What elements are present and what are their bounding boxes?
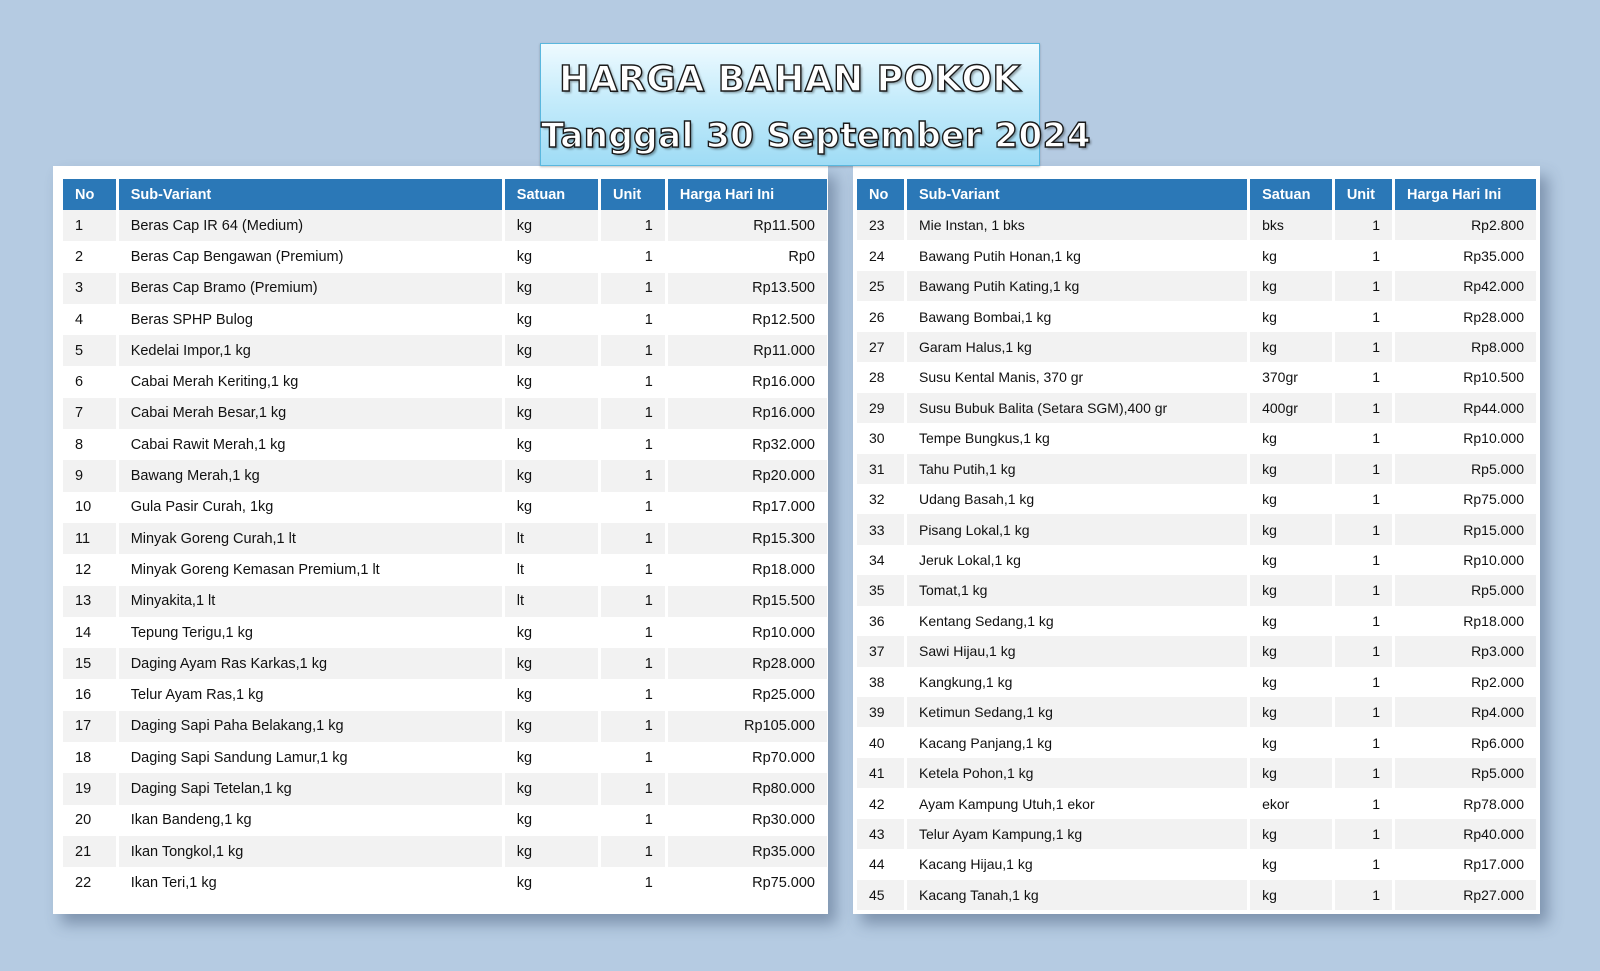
cell-harga: Rp75.000 (668, 867, 827, 898)
cell-harga: Rp12.500 (668, 304, 827, 335)
cell-sub-variant: Cabai Rawit Merah,1 kg (119, 429, 502, 460)
cell-no: 24 (857, 240, 904, 270)
cell-harga: Rp17.000 (1395, 849, 1536, 879)
table-row[interactable] (857, 880, 1536, 910)
cell-unit: 1 (601, 429, 665, 460)
cell-satuan: kg (1250, 545, 1332, 575)
cell-harga: Rp32.000 (668, 429, 827, 460)
cell-unit: 1 (1335, 636, 1392, 666)
cell-satuan: 400gr (1250, 393, 1332, 423)
cell-satuan: kg (505, 273, 598, 304)
cell-satuan: kg (505, 648, 598, 679)
cell-unit: 1 (601, 523, 665, 554)
cell-sub-variant: Ketimun Sedang,1 kg (907, 697, 1247, 727)
cell-sub-variant: Kacang Hijau,1 kg (907, 849, 1247, 879)
cell-unit: 1 (601, 805, 665, 836)
cell-sub-variant: Ikan Tongkol,1 kg (119, 836, 502, 867)
cell-no: 32 (857, 484, 904, 514)
table-row[interactable] (857, 514, 1536, 544)
col-header-no[interactable]: No (63, 179, 116, 210)
cell-harga: Rp8.000 (1395, 332, 1536, 362)
cell-sub-variant: Beras Cap IR 64 (Medium) (119, 210, 502, 241)
cell-unit: 1 (601, 335, 665, 366)
cell-no: 9 (63, 460, 116, 491)
cell-no: 43 (857, 819, 904, 849)
cell-satuan: kg (1250, 880, 1332, 910)
cell-sub-variant: Kedelai Impor,1 kg (119, 335, 502, 366)
cell-harga: Rp78.000 (1395, 788, 1536, 818)
table-row[interactable] (63, 648, 827, 679)
cell-harga: Rp70.000 (668, 742, 827, 773)
cell-satuan: kg (505, 241, 598, 272)
cell-sub-variant: Beras SPHP Bulog (119, 304, 502, 335)
cell-no: 28 (857, 362, 904, 392)
cell-unit: 1 (1335, 362, 1392, 392)
cell-unit: 1 (1335, 606, 1392, 636)
cell-unit: 1 (601, 554, 665, 585)
cell-harga: Rp27.000 (1395, 880, 1536, 910)
table-row[interactable] (857, 301, 1536, 331)
cell-satuan: 370gr (1250, 362, 1332, 392)
cell-satuan: bks (1250, 210, 1332, 240)
cell-satuan: kg (1250, 484, 1332, 514)
cell-unit: 1 (601, 398, 665, 429)
cell-sub-variant: Tempe Bungkus,1 kg (907, 423, 1247, 453)
cell-unit: 1 (601, 273, 665, 304)
cell-no: 35 (857, 575, 904, 605)
cell-harga: Rp4.000 (1395, 697, 1536, 727)
cell-unit: 1 (601, 867, 665, 898)
table-row[interactable] (857, 819, 1536, 849)
cell-no: 20 (63, 805, 116, 836)
cell-unit: 1 (1335, 819, 1392, 849)
cell-no: 40 (857, 727, 904, 757)
cell-sub-variant: Pisang Lokal,1 kg (907, 514, 1247, 544)
col-header-harga[interactable]: Harga Hari Ini (668, 179, 827, 210)
table-row[interactable] (63, 523, 827, 554)
cell-unit: 1 (601, 304, 665, 335)
cell-harga: Rp25.000 (668, 679, 827, 710)
cell-no: 7 (63, 398, 116, 429)
cell-unit: 1 (601, 836, 665, 867)
cell-sub-variant: Daging Sapi Tetelan,1 kg (119, 773, 502, 804)
cell-satuan: kg (1250, 849, 1332, 879)
table-row[interactable] (857, 423, 1536, 453)
cell-no: 44 (857, 849, 904, 879)
col-header-unit[interactable]: Unit (601, 179, 665, 210)
cell-sub-variant: Telur Ayam Ras,1 kg (119, 679, 502, 710)
cell-sub-variant: Ayam Kampung Utuh,1 ekor (907, 788, 1247, 818)
cell-satuan: kg (505, 492, 598, 523)
cell-no: 2 (63, 241, 116, 272)
cell-satuan: kg (1250, 697, 1332, 727)
table-row[interactable] (857, 454, 1536, 484)
cell-unit: 1 (601, 617, 665, 648)
cell-sub-variant: Minyakita,1 lt (119, 586, 502, 617)
table-row[interactable] (63, 366, 827, 397)
cell-no: 33 (857, 514, 904, 544)
table-row[interactable] (63, 273, 827, 304)
cell-sub-variant: Bawang Merah,1 kg (119, 460, 502, 491)
cell-harga: Rp75.000 (1395, 484, 1536, 514)
cell-satuan: kg (1250, 819, 1332, 849)
table-row[interactable] (63, 210, 827, 241)
cell-no: 30 (857, 423, 904, 453)
cell-no: 8 (63, 429, 116, 460)
cell-unit: 1 (1335, 484, 1392, 514)
table-row[interactable] (857, 271, 1536, 301)
cell-unit: 1 (1335, 697, 1392, 727)
cell-sub-variant: Minyak Goreng Curah,1 lt (119, 523, 502, 554)
cell-satuan: kg (505, 711, 598, 742)
cell-no: 34 (857, 545, 904, 575)
cell-harga: Rp5.000 (1395, 758, 1536, 788)
table-row[interactable] (857, 758, 1536, 788)
cell-no: 42 (857, 788, 904, 818)
cell-satuan: kg (1250, 758, 1332, 788)
table-row[interactable] (63, 836, 827, 867)
cell-unit: 1 (601, 366, 665, 397)
cell-sub-variant: Tepung Terigu,1 kg (119, 617, 502, 648)
cell-satuan: kg (1250, 636, 1332, 666)
cell-sub-variant: Kacang Tanah,1 kg (907, 880, 1247, 910)
cell-no: 38 (857, 667, 904, 697)
cell-harga: Rp11.500 (668, 210, 827, 241)
cell-sub-variant: Ikan Teri,1 kg (119, 867, 502, 898)
cell-sub-variant: Garam Halus,1 kg (907, 332, 1247, 362)
cell-satuan: kg (505, 679, 598, 710)
table-row[interactable] (63, 429, 827, 460)
cell-harga: Rp15.500 (668, 586, 827, 617)
col-header-satuan[interactable]: Satuan (505, 179, 598, 210)
cell-no: 6 (63, 366, 116, 397)
table-row[interactable] (857, 484, 1536, 514)
table-row[interactable] (63, 773, 827, 804)
cell-unit: 1 (601, 210, 665, 241)
cell-sub-variant: Kacang Panjang,1 kg (907, 727, 1247, 757)
cell-harga: Rp17.000 (668, 492, 827, 523)
cell-no: 21 (63, 836, 116, 867)
cell-no: 31 (857, 454, 904, 484)
col-header-no[interactable]: No (857, 179, 904, 210)
cell-unit: 1 (601, 679, 665, 710)
cell-unit: 1 (1335, 210, 1392, 240)
cell-harga: Rp30.000 (668, 805, 827, 836)
cell-harga: Rp18.000 (668, 554, 827, 585)
title-banner (540, 43, 1091, 166)
cell-no: 22 (63, 867, 116, 898)
col-header-unit[interactable]: Unit (1335, 179, 1392, 210)
table-row[interactable] (63, 335, 827, 366)
cell-no: 11 (63, 523, 116, 554)
cell-sub-variant: Bawang Putih Kating,1 kg (907, 271, 1247, 301)
table-row[interactable] (63, 805, 827, 836)
cell-no: 4 (63, 304, 116, 335)
col-header-harga[interactable]: Harga Hari Ini (1395, 179, 1536, 210)
col-header-sub-variant[interactable]: Sub-Variant (119, 179, 502, 210)
cell-satuan: kg (1250, 454, 1332, 484)
table-body-left (63, 210, 827, 899)
cell-satuan: kg (1250, 271, 1332, 301)
cell-sub-variant: Tomat,1 kg (907, 575, 1247, 605)
cell-harga: Rp35.000 (668, 836, 827, 867)
table-row[interactable] (857, 636, 1536, 666)
cell-harga: Rp80.000 (668, 773, 827, 804)
cell-unit: 1 (1335, 454, 1392, 484)
cell-satuan: kg (1250, 240, 1332, 270)
table-row[interactable] (63, 742, 827, 773)
cell-unit: 1 (1335, 727, 1392, 757)
cell-unit: 1 (1335, 423, 1392, 453)
table-row[interactable] (63, 711, 827, 742)
cell-harga: Rp10.000 (1395, 423, 1536, 453)
table-row[interactable] (63, 398, 827, 429)
cell-sub-variant: Kangkung,1 kg (907, 667, 1247, 697)
cell-unit: 1 (1335, 301, 1392, 331)
cell-no: 26 (857, 301, 904, 331)
cell-sub-variant: Sawi Hijau,1 kg (907, 636, 1247, 666)
cell-satuan: kg (505, 335, 598, 366)
cell-satuan: kg (505, 742, 598, 773)
cell-sub-variant: Daging Ayam Ras Karkas,1 kg (119, 648, 502, 679)
table-body-right (857, 210, 1536, 910)
cell-no: 14 (63, 617, 116, 648)
cell-harga: Rp5.000 (1395, 454, 1536, 484)
cell-unit: 1 (1335, 545, 1392, 575)
cell-sub-variant: Minyak Goreng Kemasan Premium,1 lt (119, 554, 502, 585)
cell-sub-variant: Ikan Bandeng,1 kg (119, 805, 502, 836)
cell-harga: Rp105.000 (668, 711, 827, 742)
cell-satuan: kg (505, 304, 598, 335)
table-row[interactable] (857, 606, 1536, 636)
cell-unit: 1 (601, 241, 665, 272)
cell-satuan: kg (505, 210, 598, 241)
table-row[interactable] (857, 332, 1536, 362)
table-row[interactable] (63, 617, 827, 648)
cell-sub-variant: Daging Sapi Paha Belakang,1 kg (119, 711, 502, 742)
table-row[interactable] (63, 460, 827, 491)
cell-unit: 1 (601, 773, 665, 804)
cell-harga: Rp16.000 (668, 398, 827, 429)
table-row[interactable] (857, 697, 1536, 727)
cell-no: 19 (63, 773, 116, 804)
cell-sub-variant: Kentang Sedang,1 kg (907, 606, 1247, 636)
cell-sub-variant: Bawang Putih Honan,1 kg (907, 240, 1247, 270)
cell-unit: 1 (1335, 667, 1392, 697)
cell-unit: 1 (1335, 849, 1392, 879)
cell-no: 5 (63, 335, 116, 366)
cell-satuan: kg (1250, 332, 1332, 362)
cell-sub-variant: Susu Bubuk Balita (Setara SGM),400 gr (907, 393, 1247, 423)
cell-no: 18 (63, 742, 116, 773)
cell-harga: Rp2.000 (1395, 667, 1536, 697)
cell-sub-variant: Bawang Bombai,1 kg (907, 301, 1247, 331)
cell-harga: Rp16.000 (668, 366, 827, 397)
cell-harga: Rp11.000 (668, 335, 827, 366)
cell-satuan: kg (1250, 727, 1332, 757)
cell-harga: Rp0 (668, 241, 827, 272)
cell-unit: 1 (1335, 880, 1392, 910)
cell-sub-variant: Telur Ayam Kampung,1 kg (907, 819, 1247, 849)
cell-unit: 1 (1335, 393, 1392, 423)
cell-satuan: kg (505, 773, 598, 804)
cell-harga: Rp5.000 (1395, 575, 1536, 605)
cell-no: 10 (63, 492, 116, 523)
cell-no: 3 (63, 273, 116, 304)
cell-unit: 1 (1335, 240, 1392, 270)
table-row[interactable] (63, 586, 827, 617)
cell-satuan: kg (1250, 575, 1332, 605)
cell-satuan: kg (505, 398, 598, 429)
cell-no: 23 (857, 210, 904, 240)
cell-sub-variant: Beras Cap Bengawan (Premium) (119, 241, 502, 272)
cell-satuan: kg (505, 429, 598, 460)
price-table-left-panel (53, 166, 828, 914)
cell-unit: 1 (1335, 332, 1392, 362)
cell-harga: Rp18.000 (1395, 606, 1536, 636)
cell-satuan: kg (505, 617, 598, 648)
cell-unit: 1 (601, 586, 665, 617)
cell-no: 13 (63, 586, 116, 617)
cell-no: 25 (857, 271, 904, 301)
cell-unit: 1 (1335, 575, 1392, 605)
cell-no: 45 (857, 880, 904, 910)
cell-harga: Rp2.800 (1395, 210, 1536, 240)
table-header-row (63, 179, 827, 210)
cell-sub-variant: Jeruk Lokal,1 kg (907, 545, 1247, 575)
cell-satuan: kg (1250, 423, 1332, 453)
table-row[interactable] (63, 867, 827, 898)
cell-no: 27 (857, 332, 904, 362)
cell-sub-variant: Udang Basah,1 kg (907, 484, 1247, 514)
cell-satuan: kg (505, 836, 598, 867)
cell-unit: 1 (601, 711, 665, 742)
price-table-right-panel (853, 166, 1540, 914)
table-row[interactable] (857, 788, 1536, 818)
cell-harga: Rp10.000 (668, 617, 827, 648)
cell-harga: Rp44.000 (1395, 393, 1536, 423)
table-header-row (857, 179, 1536, 210)
cell-satuan: ekor (1250, 788, 1332, 818)
cell-satuan: kg (1250, 514, 1332, 544)
table-row[interactable] (63, 492, 827, 523)
cell-harga: Rp35.000 (1395, 240, 1536, 270)
cell-unit: 1 (601, 742, 665, 773)
table-row[interactable] (857, 849, 1536, 879)
cell-harga: Rp28.000 (668, 648, 827, 679)
cell-sub-variant: Daging Sapi Sandung Lamur,1 kg (119, 742, 502, 773)
cell-harga: Rp3.000 (1395, 636, 1536, 666)
cell-harga: Rp6.000 (1395, 727, 1536, 757)
table-row[interactable] (63, 241, 827, 272)
table-row[interactable] (857, 240, 1536, 270)
page-title: HARGA BAHAN POKOK (559, 59, 1021, 100)
cell-no: 37 (857, 636, 904, 666)
cell-satuan: kg (505, 805, 598, 836)
cell-unit: 1 (601, 492, 665, 523)
table-row[interactable] (63, 554, 827, 585)
price-table-left (60, 179, 830, 899)
table-row[interactable] (857, 545, 1536, 575)
cell-satuan: kg (1250, 667, 1332, 697)
cell-sub-variant: Cabai Merah Keriting,1 kg (119, 366, 502, 397)
cell-no: 36 (857, 606, 904, 636)
cell-unit: 1 (1335, 514, 1392, 544)
cell-harga: Rp15.300 (668, 523, 827, 554)
cell-satuan: lt (505, 586, 598, 617)
cell-harga: Rp15.000 (1395, 514, 1536, 544)
cell-sub-variant: Mie Instan, 1 bks (907, 210, 1247, 240)
cell-unit: 1 (1335, 271, 1392, 301)
cell-sub-variant: Susu Kental Manis, 370 gr (907, 362, 1247, 392)
cell-no: 41 (857, 758, 904, 788)
cell-satuan: kg (505, 867, 598, 898)
cell-no: 16 (63, 679, 116, 710)
cell-no: 17 (63, 711, 116, 742)
cell-sub-variant: Tahu Putih,1 kg (907, 454, 1247, 484)
cell-no: 15 (63, 648, 116, 679)
cell-no: 29 (857, 393, 904, 423)
table-row[interactable] (857, 727, 1536, 757)
cell-sub-variant: Ketela Pohon,1 kg (907, 758, 1247, 788)
cell-sub-variant: Beras Cap Bramo (Premium) (119, 273, 502, 304)
cell-sub-variant: Cabai Merah Besar,1 kg (119, 398, 502, 429)
table-row[interactable] (857, 393, 1536, 423)
cell-harga: Rp10.000 (1395, 545, 1536, 575)
cell-harga: Rp13.500 (668, 273, 827, 304)
cell-satuan: lt (505, 523, 598, 554)
table-row[interactable] (857, 667, 1536, 697)
cell-harga: Rp40.000 (1395, 819, 1536, 849)
cell-sub-variant: Gula Pasir Curah, 1kg (119, 492, 502, 523)
cell-harga: Rp42.000 (1395, 271, 1536, 301)
page-date: Tanggal 30 September 2024 (541, 116, 1091, 156)
cell-satuan: kg (1250, 301, 1332, 331)
cell-harga: Rp10.500 (1395, 362, 1536, 392)
cell-unit: 1 (601, 648, 665, 679)
cell-harga: Rp28.000 (1395, 301, 1536, 331)
price-table-right (854, 179, 1539, 910)
table-row[interactable] (63, 304, 827, 335)
cell-unit: 1 (601, 460, 665, 491)
table-row[interactable] (857, 575, 1536, 605)
cell-no: 39 (857, 697, 904, 727)
col-header-sub-variant[interactable]: Sub-Variant (907, 179, 1247, 210)
table-row[interactable] (857, 362, 1536, 392)
cell-satuan: kg (505, 460, 598, 491)
cell-harga: Rp20.000 (668, 460, 827, 491)
table-row[interactable] (63, 679, 827, 710)
cell-satuan: lt (505, 554, 598, 585)
cell-satuan: kg (1250, 606, 1332, 636)
cell-unit: 1 (1335, 758, 1392, 788)
col-header-satuan[interactable]: Satuan (1250, 179, 1332, 210)
cell-no: 12 (63, 554, 116, 585)
table-row[interactable] (857, 210, 1536, 240)
cell-satuan: kg (505, 366, 598, 397)
cell-unit: 1 (1335, 788, 1392, 818)
cell-no: 1 (63, 210, 116, 241)
